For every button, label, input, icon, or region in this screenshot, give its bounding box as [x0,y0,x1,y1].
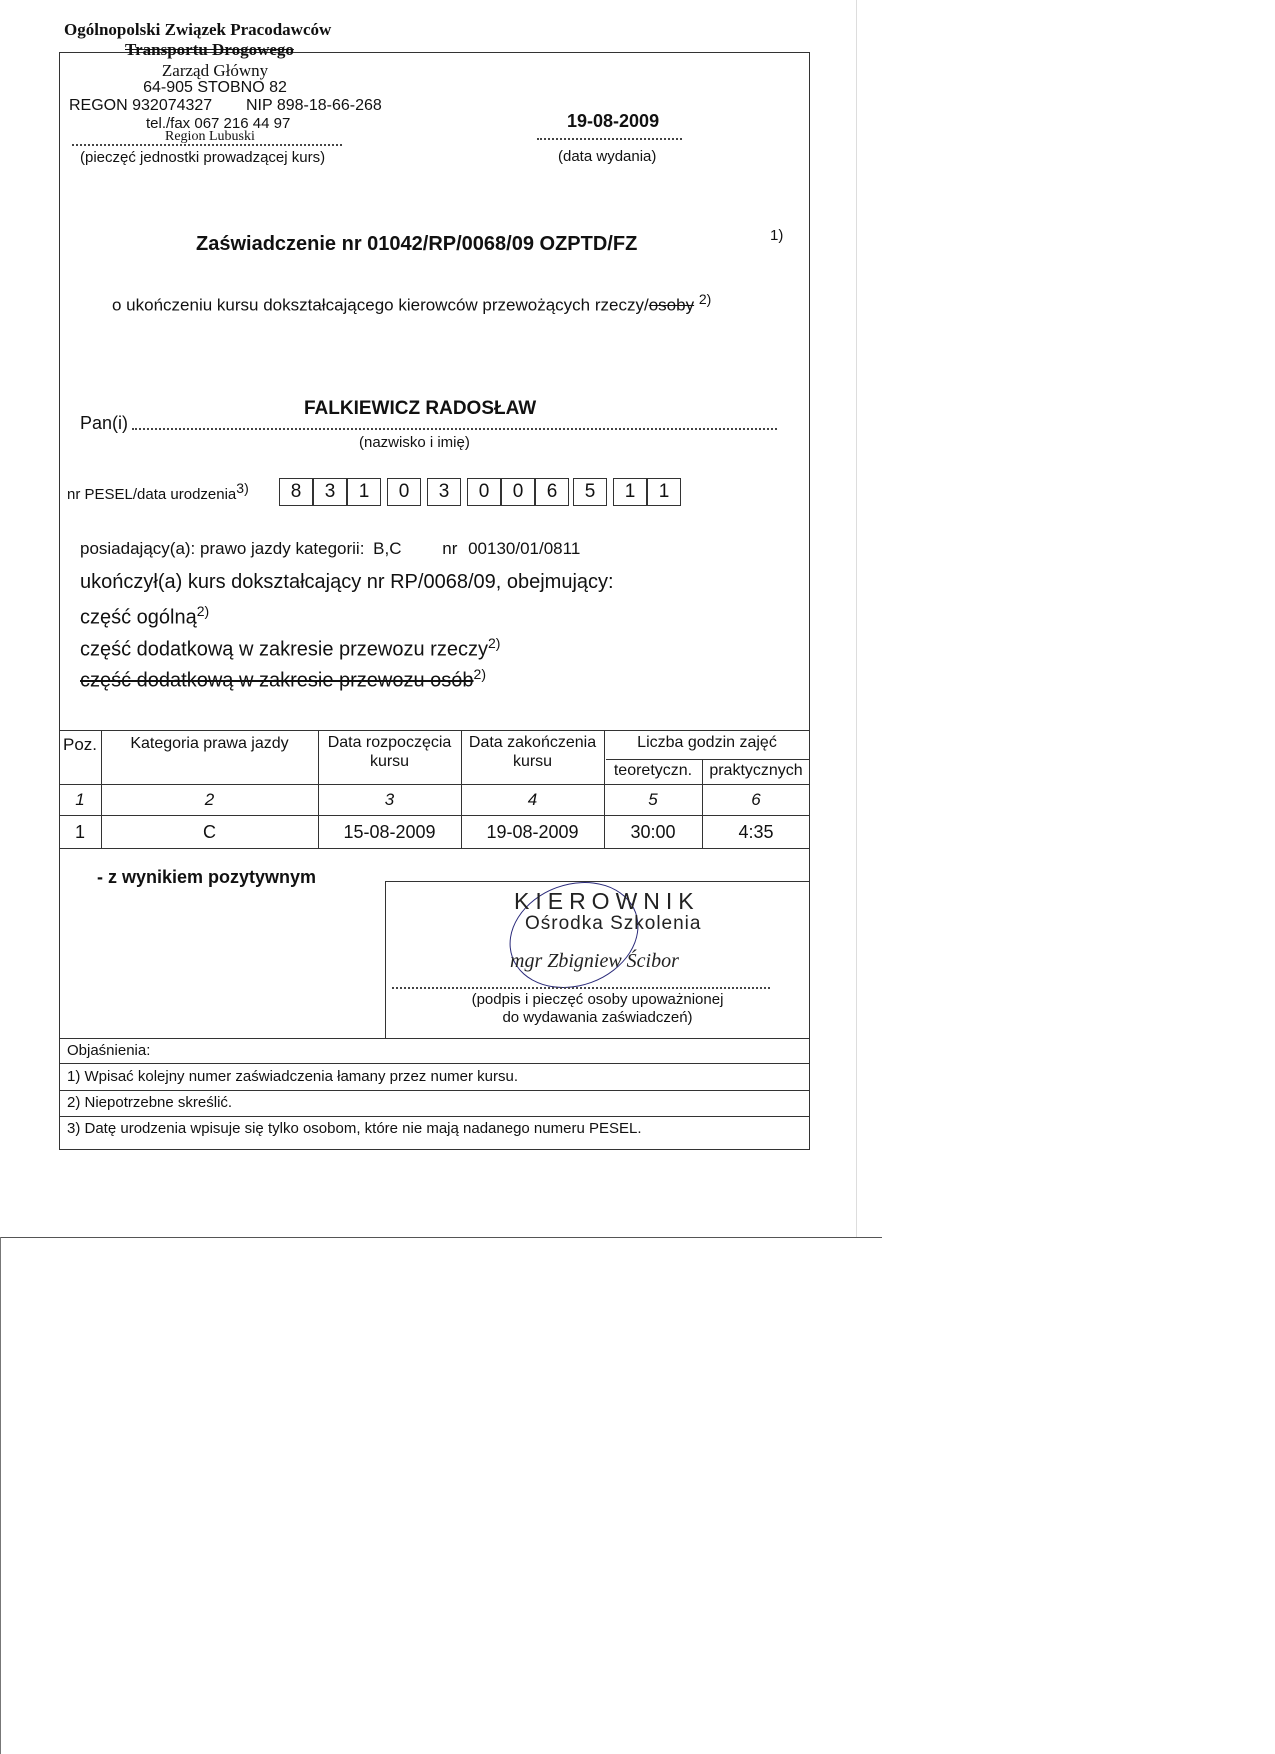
result-text: - z wynikiem pozytywnym [97,867,317,887]
person-label: Pan(i) [80,413,129,433]
pesel-digit-box: 0 [467,478,501,506]
signature-box-left [385,881,386,1038]
certificate-title: Zaświadczenie nr 01042/RP/0068/09 OZPTD/FZ [196,233,638,255]
signature-caption [420,991,775,1027]
row-poz: 1 [74,822,85,842]
certificate-frame [59,52,810,1150]
row-start: 15-08-2009 [343,822,436,842]
stamp-line2: Ośrodka Szkolenia [525,913,702,934]
pesel-digit-box: 1 [613,478,647,506]
row-practice: 4:35 [738,822,774,842]
pesel-digit-box: 1 [347,478,381,506]
part-general-text: część ogólną [80,606,197,629]
license-text: posiadający(a): prawo jazdy kategorii: [80,539,365,558]
pesel-digit-box: 3 [427,478,461,506]
stamp-dotted-line [72,144,342,146]
pesel-label-text: nr PESEL/data urodzenia [67,486,237,503]
scan-edge-line [0,1237,882,1238]
pesel-label [67,480,249,503]
row-kategoria: C [203,822,216,842]
footnote-item: 3) Datę urodzenia wpisuje się tylko osobom, które nie mają nadanego numeru PESEL. [67,1120,642,1137]
regon-label: REGON 932074327 [69,97,213,114]
header-kategoria: Kategoria prawa jazdy [130,735,289,752]
signature-box-top [385,881,810,882]
index-cell: 3 [384,790,395,809]
scan-edge-right [856,0,857,1237]
pesel-digit-box: 5 [573,478,607,506]
nip-label: NIP 898-18-66-268 [246,97,382,114]
certificate-subtitle [112,291,711,316]
title-note: 1) [770,227,784,244]
license-line [80,539,580,559]
index-cell: 1 [75,790,85,809]
phone-label: tel./fax 067 216 44 97 [146,115,291,132]
subtitle-prefix: o ukończeniu kursu dokształcającego kierowców przewożących [112,295,591,315]
stamp-line3: mgr Zbigniew Ścibor [510,950,679,972]
footnote-item: 1) Wpisać kolejny numer zaświadczenia łamany przez numer kursu. [67,1068,519,1085]
footnotes-top-line [59,1038,810,1039]
footnotes-divider [59,1063,810,1064]
header-end [461,733,604,771]
table-top-line [59,730,810,731]
footnotes-divider [59,1090,810,1091]
subtitle-note: 2) [698,291,712,307]
header-start-line1: Data rozpoczęcia [327,734,452,751]
header-practice: praktycznych [709,762,803,779]
header-theory: teoretyczn. [613,762,693,779]
footnotes-heading: Objaśnienia: [67,1042,151,1059]
index-cell: 6 [751,790,761,809]
table-bottom-line [59,848,810,849]
part-general [80,603,209,630]
header-end-line1: Data zakończenia [468,734,597,751]
signature-caption-line1: (podpis i pieczęć osoby upoważnionej [471,991,724,1008]
index-cell: 5 [648,790,658,809]
pesel-digit-box: 0 [387,478,421,506]
part-goods-note: 2) [487,635,501,651]
header-poz: Poz. [62,735,98,754]
subtitle-sep: / [643,295,649,315]
stamp-caption: (pieczęć jednostki prowadzącej kurs) [80,149,326,166]
part-persons-note: 2) [473,666,486,682]
footnote-item: 2) Niepotrzebne skreślić. [67,1094,233,1111]
pesel-note: 3) [236,480,249,496]
pesel-digit-box: 1 [647,478,681,506]
header-end-line2: kursu [512,753,553,770]
part-persons-text: część dodatkową w zakresie przewozu osób [80,669,474,692]
org-name-line1: Ogólnopolski Związek Pracodawców [64,20,332,39]
header-hours: Liczba godzin zajęć [637,734,777,751]
address-label: 64-905 STOBNO 82 [143,79,287,96]
part-goods [80,635,500,662]
person-dotted-line [132,428,777,430]
table-header-bottom-line [59,784,810,785]
table-subheader-line [606,759,810,760]
subtitle-osoby: osoby [648,295,695,315]
footnotes-divider [59,1116,810,1117]
pesel-digit-box: 3 [313,478,347,506]
course-text: ukończył(a) kurs dokształcający nr RP/0068/09, obejmujący: [80,571,614,593]
pesel-digit-box: 6 [535,478,569,506]
person-name-caption: (nazwisko i imię) [359,434,470,451]
row-end: 19-08-2009 [486,822,579,842]
region-label: Region Lubuski [165,129,255,144]
issue-date: 19-08-2009 [567,111,660,131]
signature-caption-line2: do wydawania zaświadczeń) [502,1009,693,1026]
license-nr: 00130/01/0811 [468,539,581,558]
index-cell: 4 [527,790,538,809]
pesel-digit-box: 8 [279,478,313,506]
issue-date-dotted-line [537,138,682,140]
signature-dotted-line [392,987,770,989]
license-nr-label: nr [442,539,458,558]
issue-date-caption: (data wydania) [558,148,657,165]
index-cell: 2 [204,790,215,809]
license-categories: B,C [373,539,402,558]
office-label: Zarząd Główny [161,61,269,80]
table-index-bottom-line [59,815,810,816]
stamp-line1: KIEROWNIK [514,888,700,914]
part-general-note: 2) [196,603,210,619]
row-theory: 30:00 [630,822,676,842]
person-name: FALKIEWICZ RADOSŁAW [304,398,537,419]
org-name-line2: Transportu Drogowego [125,40,294,59]
header-start [318,733,461,771]
header-start-line2: kursu [369,753,410,770]
pesel-digit-box: 0 [501,478,535,506]
part-persons [80,666,486,693]
subtitle-rzeczy: rzeczy [594,295,644,315]
scan-edge-vertical [0,1237,1,1754]
part-goods-text: część dodatkową w zakresie przewozu rzeczy [80,638,488,661]
